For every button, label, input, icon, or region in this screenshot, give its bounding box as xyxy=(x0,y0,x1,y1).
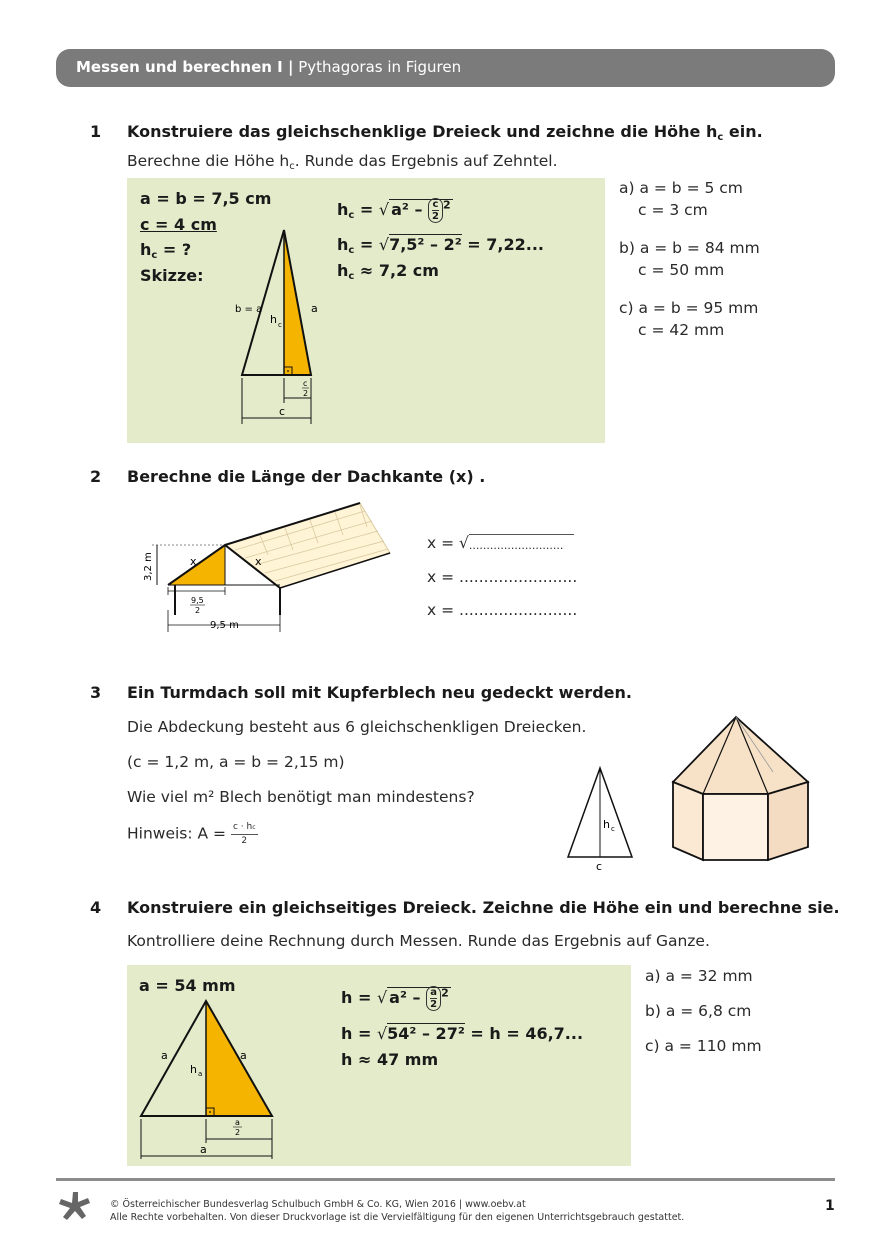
task1-triangle-sketch xyxy=(127,178,605,443)
task2-height-label: 3,2 m xyxy=(143,552,154,581)
footer-divider xyxy=(56,1178,835,1181)
task4-option-a: a) a = 32 mm xyxy=(645,967,753,985)
task2-half-den: 2 xyxy=(195,606,201,615)
task4-sketch-base: a xyxy=(200,1143,207,1156)
header-bar xyxy=(56,49,835,87)
task3-triangle-sketch xyxy=(560,760,650,880)
task4-formula-general: h = √ a² – $\frac{a}{2}$ $^2$ xyxy=(341,986,449,1010)
task2-answer-line-3: x = ........................ xyxy=(427,601,578,619)
task1-formula-general: $h_c$ = √ a² – $\frac{c}{2}$ $^2$ xyxy=(337,198,451,222)
task1-sketch-right-label: a xyxy=(311,302,318,315)
task1-instruction: Berechne die Höhe $h_c$. Runde das Ergebnis auf Zehntel. xyxy=(127,152,558,172)
task4-sketch-right: a xyxy=(240,1049,247,1062)
task1-sketch-half-den: 2 xyxy=(303,389,309,398)
task1-sketch-base-label: c xyxy=(279,405,286,418)
tower-wall-front xyxy=(703,794,768,860)
task4-formula-values: h = √54² – 27² = h = 46,7... xyxy=(341,1024,584,1043)
task1-sketch-half-num: c xyxy=(303,379,308,388)
tower-wall-right xyxy=(768,782,808,860)
task4-sketch-half-num: a xyxy=(235,1118,240,1127)
task1-solution-panel xyxy=(127,178,605,443)
task1-option-c: c) a = b = 95 mm c = 42 mm xyxy=(619,299,759,339)
task1-sketch-label: Skizze: xyxy=(140,266,204,285)
task2-title: Berechne die Länge der Dachkante (x) . xyxy=(127,467,486,486)
task3-hint: Hinweis: A = $\frac{c \cdot hc}{2}$ xyxy=(127,822,256,846)
task1-formula-result: $h_c \approx 7,2$ cm xyxy=(337,261,439,282)
task2-half-num: 9,5 xyxy=(191,596,204,605)
task1-sketch-height-label: h xyxy=(270,313,277,326)
task4-option-c: c) a = 110 mm xyxy=(645,1037,762,1055)
task2-answer-line-1: x = √........................... xyxy=(427,534,574,552)
publisher-logo-icon xyxy=(56,1190,96,1226)
task2-width-label: 9,5 m xyxy=(210,620,239,631)
task4-given: a = 54 mm xyxy=(139,976,236,995)
task4-solution-panel xyxy=(127,965,631,1166)
task2-answer-line-2: x = ........................ xyxy=(427,568,578,586)
task4-sketch-height: h xyxy=(190,1063,197,1076)
footer-copyright: © Österreichischer Bundesverlag Schulbuch GmbH & Co. KG, Wien 2016 | www.oebv.at Alle Rechte vorbehalten. Von dieser Druckvorlage ist die Vervielfältigung für den eigenen Unterrichtsgebrauch gestattet. xyxy=(110,1199,685,1223)
task3-base-label: c xyxy=(596,860,603,873)
task1-sketch-left-label: b = a xyxy=(235,304,263,315)
task3-height-label: h xyxy=(603,818,610,831)
task3-paragraph-1: Die Abdeckung besteht aus 6 gleichschenkligen Dreiecken. xyxy=(127,718,587,736)
task3-height-sub: c xyxy=(611,825,615,833)
task1-formula-values: $h_c = √7,5^2 - 2^2 = 7,22$... xyxy=(337,235,544,256)
task1-option-a: a) a = b = 5 cm c = 3 cm xyxy=(619,179,743,219)
task4-triangle-sketch xyxy=(127,965,631,1166)
task4-sketch-height-sub: a xyxy=(198,1070,203,1078)
task2-number: 2 xyxy=(90,467,102,486)
task1-given-ab: a = b = 7,5 cm xyxy=(140,189,272,208)
task2-x-label-2: x xyxy=(255,555,262,568)
task1-unknown: $h_c$ = ? xyxy=(140,240,192,261)
task4-sketch-left: a xyxy=(161,1049,168,1062)
tower-wall-left xyxy=(673,782,703,860)
task1-sketch-height-sub: c xyxy=(278,321,282,329)
header-title: Messen und berechnen I | Pythagoras in Figuren xyxy=(76,58,462,76)
task2-roof-sketch xyxy=(135,495,405,645)
task4-formula-result: h ≈ 47 mm xyxy=(341,1050,439,1069)
task4-option-b: b) a = 6,8 cm xyxy=(645,1002,752,1020)
task4-instruction: Kontrolliere deine Rechnung durch Messen. Runde das Ergebnis auf Ganze. xyxy=(127,932,710,950)
task1-given-c: c = 4 cm xyxy=(140,215,217,234)
task2-x-label-1: x xyxy=(190,555,197,568)
task1-option-b: b) a = b = 84 mm c = 50 mm xyxy=(619,239,760,279)
task3-paragraph-3: Wie viel m² Blech benötigt man mindestens? xyxy=(127,788,475,806)
task3-tower-roof-illustration xyxy=(668,712,818,872)
task3-paragraph-2: (c = 1,2 m, a = b = 2,15 m) xyxy=(127,753,345,771)
task3-number: 3 xyxy=(90,683,102,702)
task1-title: Konstruiere das gleichschenklige Dreieck und zeichne die Höhe $h_c$ ein. xyxy=(127,122,763,143)
task4-sketch-half-den: 2 xyxy=(235,1128,241,1137)
task1-number: 1 xyxy=(90,122,102,141)
task4-number: 4 xyxy=(90,898,102,917)
page-number: 1 xyxy=(825,1198,835,1214)
task3-title: Ein Turmdach soll mit Kupferblech neu gedeckt werden. xyxy=(127,683,632,702)
task4-title: Konstruiere ein gleichseitiges Dreieck. Zeichne die Höhe ein und berechne sie. xyxy=(127,898,840,917)
